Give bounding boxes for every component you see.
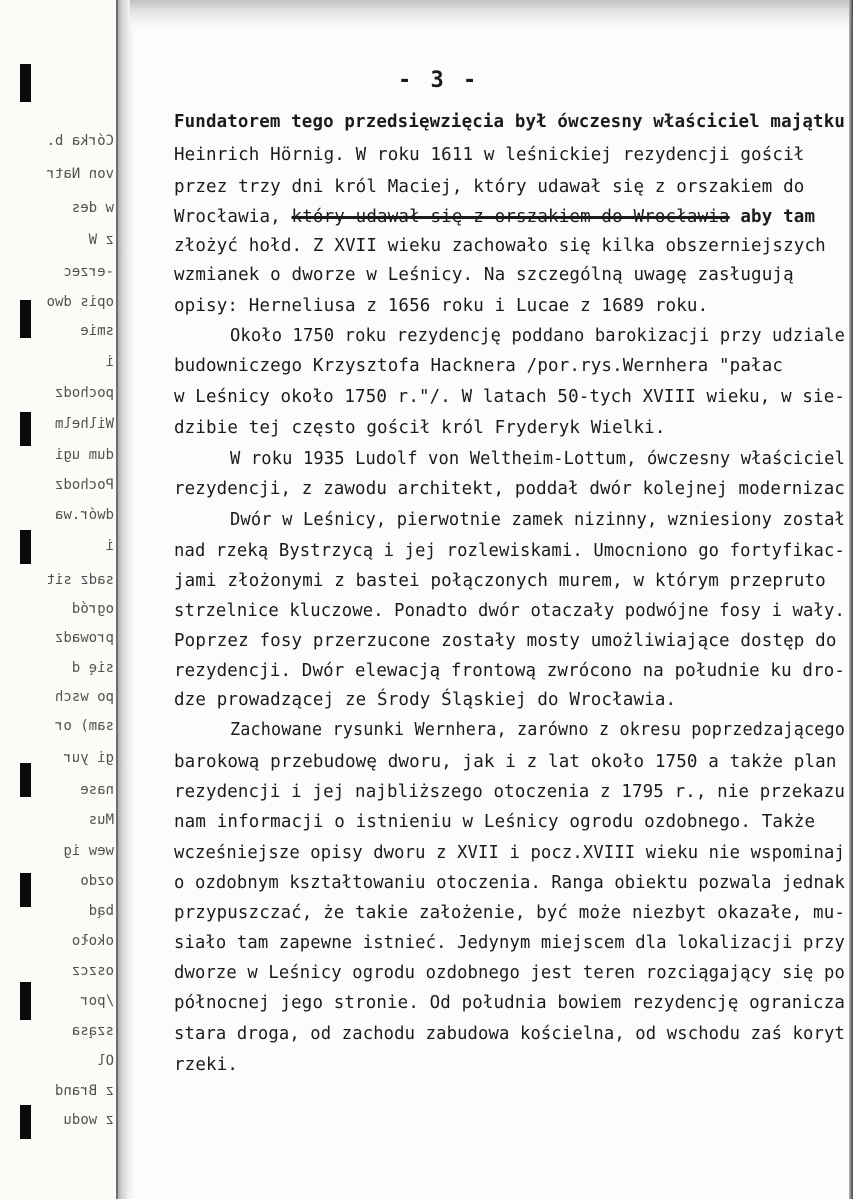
bleed-text: w des: [71, 200, 114, 216]
bleed-text: bąd: [88, 903, 114, 919]
text-line: Zachowane rysunki Wernhera, zarówno z okresu poprzedzającego: [230, 720, 845, 740]
text-line: dworze w Leśnicy ogrodu ozdobnego jest teren rozciągający się po: [174, 963, 845, 983]
text-line: barokową przebudowę dworu, jak i z lat około 1750 a także plan: [174, 752, 837, 772]
text-line: Poprzez fosy przerzucone zostały mosty umożliwiające dostęp do: [174, 631, 837, 651]
bleed-text: z W: [88, 232, 114, 248]
bleed-text: i: [105, 538, 114, 554]
bleed-text: ogród: [71, 601, 114, 617]
bleed-text: się d: [71, 660, 114, 676]
text-line: rezydencji. Dwór elewacją frontową zwrócono na południe ku dro-: [174, 661, 845, 681]
bleed-text: z wodu: [63, 1112, 114, 1128]
bleed-text: gi yur: [63, 750, 114, 766]
bleed-text: sadz sit: [46, 572, 114, 588]
bleed-text: po wsch: [54, 689, 114, 705]
binding-mark: [20, 530, 31, 564]
right-scan-edge: [849, 0, 853, 1199]
bleed-text: prowadz: [54, 630, 114, 646]
text-line: jami złożonymi z bastei połączonych murem, w którym przepruto: [174, 571, 826, 591]
binding-mark: [20, 300, 31, 338]
bleed-text: dwór.wa: [54, 507, 114, 523]
text-line: w Leśnicy około 1750 r."/. W latach 50-tych XVIII wieku, w sie-: [174, 387, 845, 407]
bleed-text: oszcz: [71, 963, 114, 979]
text-line: nad rzeką Bystrzycą i jej rozlewiskami. Umocniono go fortyfikac-: [174, 541, 845, 561]
bleed-text: opis dwo: [46, 294, 114, 310]
text-line: przypuszczać, że takie założenie, być może niezbyt okazałe, mu-: [174, 903, 845, 923]
binding-mark: [20, 873, 31, 907]
struck-out-text: który udawał się z orszakiem do Wrocławia: [291, 207, 730, 227]
page-fold-line: [116, 0, 118, 1199]
bleed-text: sząsa: [71, 1023, 114, 1039]
text-line: wzmianek o dworze w Leśnicy. Na szczególną uwagę zasługują: [174, 265, 794, 285]
text-line: złożyć hołd. Z XVII wieku zachowało się kilka obszerniejszych: [174, 236, 826, 256]
text-line: W roku 1935 Ludolf von Weltheim-Lottum, ówczesny właściciel: [230, 449, 846, 469]
bleed-text: sam) or: [54, 718, 114, 734]
bleed-text: Córka b.: [46, 133, 114, 149]
bleed-text: Wilhelm: [54, 416, 114, 432]
text-line: budowniczego Krzysztofa Hacknera /por.rys.Wernhera "pałac: [174, 356, 784, 376]
binding-mark: [20, 412, 31, 446]
page-fold-shadow: [116, 0, 134, 1199]
text-line: dzibie tej często gościł król Fryderyk Wielki.: [174, 418, 666, 438]
binding-mark: [20, 1105, 31, 1139]
text-line: stara droga, od zachodu zabudowa kościelna, od wschodu zaś koryt: [174, 1024, 845, 1044]
binding-mark: [20, 763, 31, 797]
text-line: Heinrich Hörnig. W roku 1611 w leśnickiej rezydencji gościł: [174, 145, 805, 165]
bleed-text: dum ugi: [54, 447, 114, 463]
bleed-text: Pochodz: [54, 477, 114, 493]
bleed-text: /por: [80, 993, 114, 1009]
text-line: wcześniejsze opisy dworu z XVII i pocz.XVIII wieku nie wspominaj: [174, 843, 845, 863]
bleed-text: von Natr: [46, 166, 114, 182]
text-line: opisy: Herneliusa z 1656 roku i Lucae z 1689 roku.: [174, 296, 709, 316]
bleed-text: i: [105, 354, 114, 370]
text-line: nam informacji o istnieniu w Leśnicy ogrodu ozdobnego. Także: [174, 812, 816, 832]
bleed-text: smie: [80, 323, 114, 339]
text-fragment: Wrocławia,: [174, 207, 281, 227]
bleed-text: Mus: [88, 812, 114, 828]
left-margin-bleed-through: [0, 0, 118, 1199]
text-line: strzelnice kluczowe. Ponadto dwór otaczały podwójne fosy i wały.: [174, 601, 845, 621]
text-fragment: aby tam: [740, 207, 816, 227]
bleed-text: wew ig: [63, 843, 114, 859]
text-line: siało tam zapewne istnieć. Jedynym miejscem dla lokalizacji przy: [174, 933, 845, 953]
text-line: Fundatorem tego przedsięwzięcia był ówczesny właściciel majątku: [174, 112, 845, 132]
text-line: rezydencji i jej najbliższego otoczenia z 1795 r., nie przekazu: [174, 782, 845, 802]
bleed-text: pochodz: [54, 385, 114, 401]
text-line: przez trzy dni król Maciej, który udawał się z orszakiem do: [174, 177, 805, 197]
text-line: rezydencji, z zawodu architekt, poddał dwór kolejnej modernizac: [174, 479, 845, 499]
text-line: dze prowadzącej ze Środy Śląskiej do Wrocławia.: [174, 690, 677, 710]
text-line: północnej jego stronie. Od południa bowiem rezydencję ogranicza: [174, 993, 845, 1013]
text-line: o ozdobnym kształtowaniu otoczenia. Ranga obiektu pozwala jednak: [174, 873, 845, 893]
text-line: [174, 207, 815, 227]
bleed-text: Ol: [97, 1053, 114, 1069]
binding-mark: [20, 982, 31, 1020]
bleed-text: ozdo: [80, 873, 114, 889]
binding-mark: [20, 64, 31, 102]
text-line: Dwór w Leśnicy, pierwotnie zamek nizinny, wzniesiony został: [230, 510, 846, 530]
bleed-text: około: [71, 933, 114, 949]
text-line: Około 1750 roku rezydencję poddano barokizacji przy udziale: [230, 326, 846, 346]
bleed-text: z Brand: [54, 1083, 114, 1099]
bleed-text: nase: [80, 782, 114, 798]
text-line: rzeki.: [174, 1055, 239, 1075]
top-scan-shadow: [130, 0, 853, 28]
bleed-text: -erzec: [63, 264, 114, 280]
page-number: - 3 -: [398, 68, 480, 93]
